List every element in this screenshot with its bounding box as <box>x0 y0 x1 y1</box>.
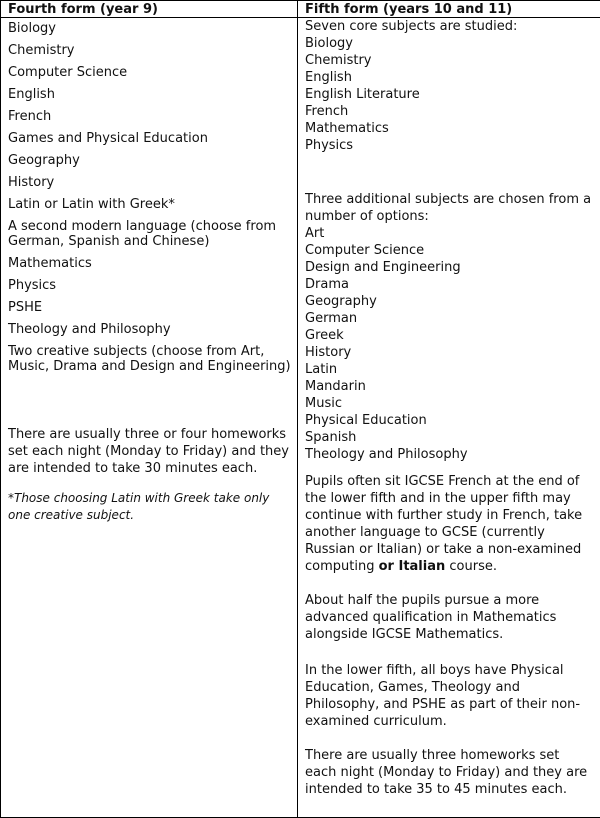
list-item: History <box>305 344 592 361</box>
options-intro: Three additional subjects are chosen from a number of options: <box>305 191 592 225</box>
italian-emphasis: or Italian <box>379 559 446 574</box>
list-item: History <box>8 175 297 190</box>
fourth-form-homework-text: There are usually three or four homeworks set each night (Monday to Friday) and they are intended to take 30 minutes each. <box>8 426 297 477</box>
list-item: French <box>8 109 297 124</box>
list-item: Geography <box>8 153 297 168</box>
option-subject-list <box>305 225 592 463</box>
list-item: Biology <box>305 35 592 52</box>
content-row <box>1 18 600 818</box>
list-item: Latin or Latin with Greek* <box>8 197 297 212</box>
list-item: Spanish <box>305 429 592 446</box>
list-item: Design and Engineering <box>305 259 592 276</box>
fourth-form-cell <box>1 18 298 818</box>
list-item: Games and Physical Education <box>8 131 297 146</box>
list-item: Geography <box>305 293 592 310</box>
lower-fifth-paragraph: In the lower fifth, all boys have Physical Education, Games, Theology and Philosophy, and PSHE as part of their non-examined curriculum. <box>305 662 592 730</box>
list-item: French <box>305 103 592 120</box>
core-subjects-intro: Seven core subjects are studied: <box>305 18 592 35</box>
list-item: Biology <box>8 21 297 36</box>
list-item: Chemistry <box>8 43 297 58</box>
core-subject-list <box>305 35 592 154</box>
list-item: Computer Science <box>305 242 592 259</box>
list-item: Music <box>305 395 592 412</box>
list-item: German <box>305 310 592 327</box>
list-item: Drama <box>305 276 592 293</box>
latin-greek-footnote: *Those choosing Latin with Greek take only one creative subject. <box>8 490 297 524</box>
french-para-end: course. <box>449 559 497 574</box>
fifth-form-heading: Fifth form (years 10 and 11) <box>298 1 600 18</box>
list-item: A second modern language (choose from German, Spanish and Chinese) <box>8 219 297 249</box>
fourth-form-subject-list <box>1 18 297 374</box>
list-item: English Literature <box>305 86 592 103</box>
advanced-maths-paragraph: About half the pupils pursue a more advanced qualification in Mathematics alongside IGCSE Mathematics. <box>305 592 592 643</box>
french-para-text: Pupils often sit IGCSE French at the end of the lower fifth and in the upper fifth may continue with further study in French, take another language to GCSE (currently Russian or Italian) or take a non-examined computing <box>305 474 582 574</box>
list-item: Computer Science <box>8 65 297 80</box>
list-item: Two creative subjects (choose from Art, Music, Drama and Design and Engineering) <box>8 344 297 374</box>
list-item: English <box>305 69 592 86</box>
list-item: Chemistry <box>305 52 592 69</box>
list-item: Latin <box>305 361 592 378</box>
header-row <box>1 1 600 18</box>
list-item: Art <box>305 225 592 242</box>
fourth-form-heading: Fourth form (year 9) <box>1 1 298 18</box>
list-item: Greek <box>305 327 592 344</box>
list-item: Physics <box>305 137 592 154</box>
list-item: Physical Education <box>305 412 592 429</box>
list-item: Mathematics <box>305 120 592 137</box>
list-item: Physics <box>8 278 297 293</box>
list-item: PSHE <box>8 300 297 315</box>
fifth-form-cell <box>298 18 600 818</box>
list-item: Theology and Philosophy <box>8 322 297 337</box>
igcse-french-paragraph <box>305 473 592 575</box>
fifth-form-homework-text: There are usually three homeworks set each night (Monday to Friday) and they are intended to take 35 to 45 minutes each. <box>305 747 592 798</box>
list-item: Mandarin <box>305 378 592 395</box>
list-item: Mathematics <box>8 256 297 271</box>
list-item: Theology and Philosophy <box>305 446 592 463</box>
list-item: English <box>8 87 297 102</box>
